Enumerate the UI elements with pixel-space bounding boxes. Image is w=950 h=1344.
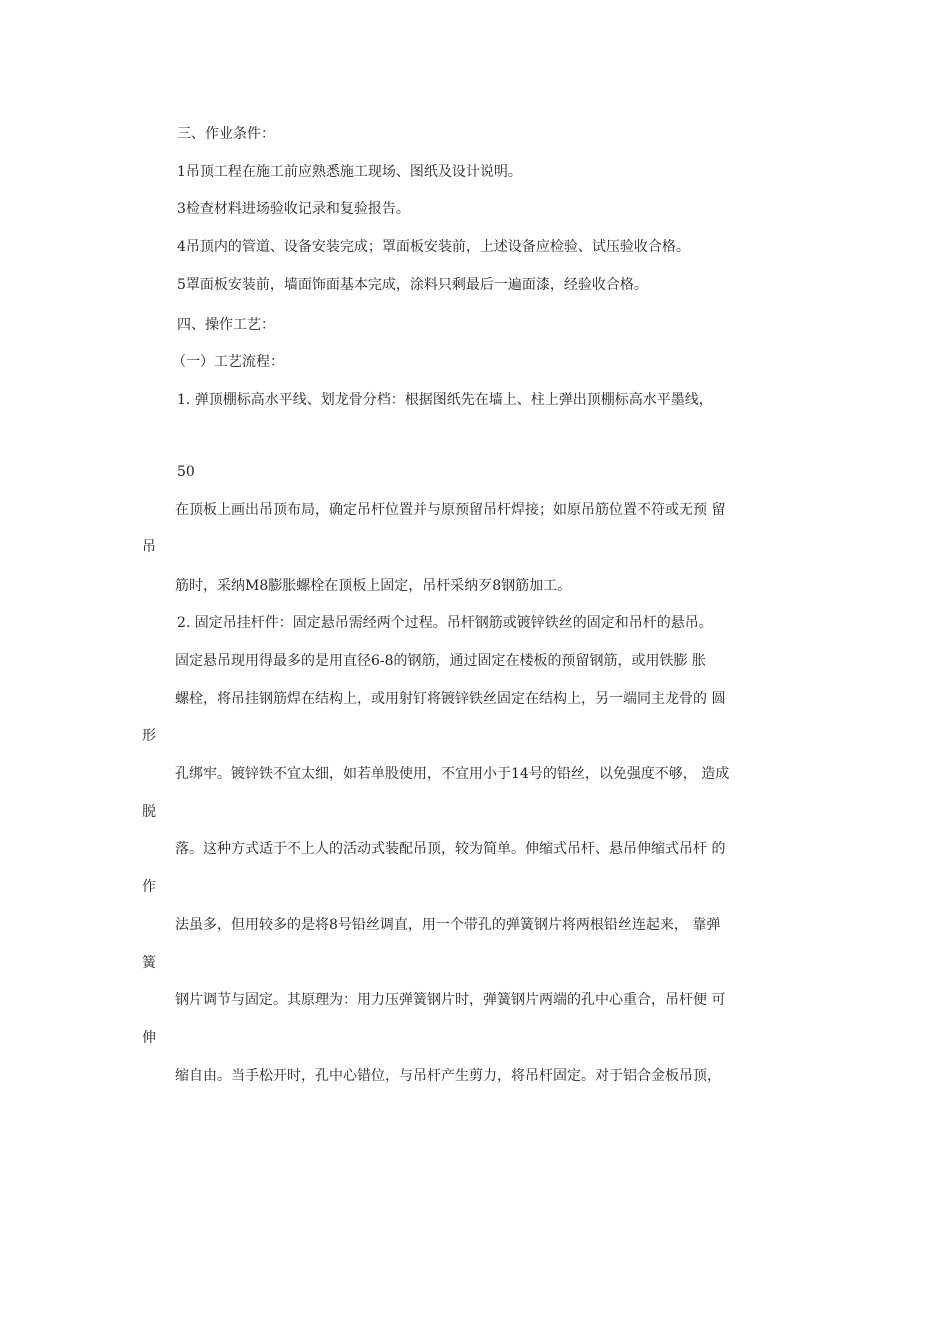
step-1-line-2-wrap: 吊 — [142, 539, 156, 555]
section-heading-process: 四、操作工艺： — [177, 317, 275, 333]
step-2-line-3: 螺栓，将吊挂钢筋焊在结构上，或用射钉将镀锌铁丝固定在结构上，另一端同主龙骨的 圆 — [175, 691, 726, 707]
page-number: 50 — [177, 464, 195, 480]
step-2-line-4-wrap: 脱 — [142, 804, 156, 820]
step-2-line-5: 落。这种方式适于不上人的活动式装配吊顶，较为简单。伸缩式吊杆、悬吊伸缩式吊杆 的 — [175, 841, 726, 857]
step-2-line-1: 2. 固定吊挂杆件：固定悬吊需经两个过程。吊杆钢筋或镀锌铁丝的固定和吊杆的悬吊。 — [177, 615, 713, 631]
step-2-line-6: 法虽多，但用较多的是将8号铅丝调直，用一个带孔的弹簧钢片将两根铅丝连起来， 靠弹 — [175, 917, 721, 933]
step-2-line-7: 钢片调节与固定。其原理为：用力压弹簧钢片时，弹簧钢片两端的孔中心重合，吊杆便 可 — [175, 992, 726, 1008]
section-heading-conditions: 三、作业条件： — [177, 126, 275, 142]
step-1-line-3: 筋时，采纳M8膨胀螺栓在顶板上固定，吊杆采纳歹8钢筋加工。 — [175, 578, 572, 594]
condition-item-1: 1吊顶工程在施工前应熟悉施工现场、图纸及设计说明。 — [177, 164, 522, 180]
step-2-line-8: 缩自由。当手松开时，孔中心错位，与吊杆产生剪力，将吊杆固定。对于铝合金板吊顶， — [175, 1068, 721, 1084]
step-2-line-6-wrap: 簧 — [142, 955, 156, 971]
condition-item-4: 4吊顶内的管道、设备安装完成；罩面板安装前，上述设备应检验、试压验收合格。 — [177, 239, 690, 255]
step-1-line-2: 在顶板上画出吊顶布局，确定吊杆位置并与原预留吊杆焊接；如原吊筋位置不符或无预 留 — [175, 502, 726, 518]
step-1-line-1: 1. 弹顶棚标高水平线、划龙骨分档：根据图纸先在墙上、柱上弹出顶棚标高水平墨线， — [177, 392, 713, 408]
step-2-line-3-wrap: 形 — [142, 728, 156, 744]
subheading-workflow: （一）工艺流程： — [172, 354, 284, 370]
condition-item-3: 3检查材料进场验收记录和复验报告。 — [177, 201, 410, 217]
step-2-line-2: 固定悬吊现用得最多的是用直径6-8的钢筋，通过固定在楼板的预留钢筋，或用铁膨 胀 — [175, 653, 706, 669]
condition-item-5: 5罩面板安装前，墙面饰面基本完成，涂料只剩最后一遍面漆，经验收合格。 — [177, 277, 648, 293]
step-2-line-5-wrap: 作 — [142, 879, 156, 895]
step-2-line-4: 孔绑牢。镀锌铁不宜太细，如若单股使用，不宜用小于14号的铅丝，以免强度不够， 造成 — [175, 766, 730, 782]
step-2-line-7-wrap: 伸 — [142, 1030, 156, 1046]
